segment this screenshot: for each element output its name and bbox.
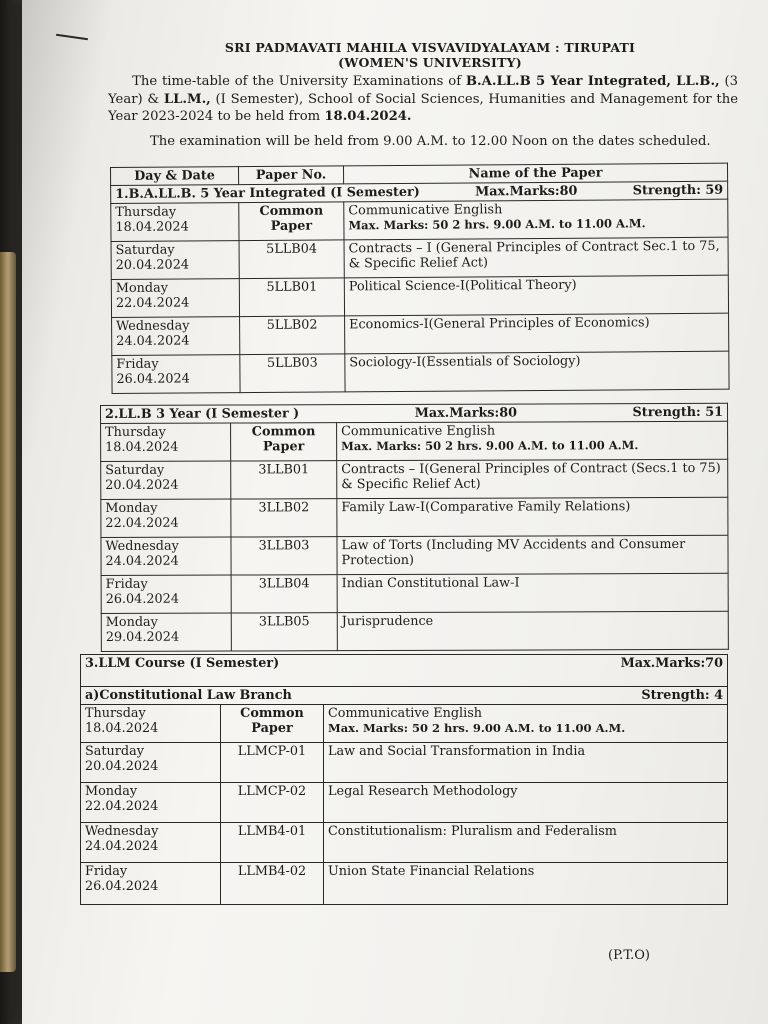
exam-date: 18.04.2024 <box>85 721 159 736</box>
exam-day: Monday <box>85 784 138 799</box>
paper-name: Sociology-I(Essentials of Sociology) <box>345 351 729 392</box>
exam-day: Saturday <box>105 462 165 478</box>
exam-date: 20.04.2024 <box>105 477 179 493</box>
exam-day: Monday <box>105 500 158 516</box>
exam-date: 20.04.2024 <box>115 257 190 273</box>
paper-name: Law of Torts (Including MV Accidents and Consumer Protection) <box>337 535 728 574</box>
section-strength: Strength: 51 <box>632 404 724 421</box>
intro-start-date: 18.04.2024. <box>324 109 412 124</box>
common-paper-note: Max. Marks: 50 2 hrs. 9.00 A.M. to 11.00 A.M. <box>341 438 639 454</box>
branch-heading-row <box>81 687 728 705</box>
section-max-marks: Max.Marks:80 <box>414 405 518 421</box>
table-row <box>112 351 729 393</box>
paper-name: Union State Financial Relations <box>324 863 728 905</box>
section-strength: Strength: 4 <box>641 688 723 703</box>
exam-date: 26.04.2024 <box>85 879 159 894</box>
exam-date: 29.04.2024 <box>105 629 180 645</box>
paper-number: 5LLB02 <box>240 316 345 355</box>
section-heading-row <box>101 403 728 423</box>
exam-day: Saturday <box>115 242 175 258</box>
intro-text-1: The time-table of the University Examinations of <box>132 74 466 89</box>
exam-date: 20.04.2024 <box>85 759 159 774</box>
intro-text-3: (I Semester), School of Social Sciences, Humanities and Management for the Year 2023-2024 to be held from <box>108 91 739 124</box>
exam-day: Friday <box>105 576 148 592</box>
table-row <box>111 275 728 317</box>
timetable-section-1 <box>110 163 730 394</box>
col-header-paper-no: Paper No. <box>239 166 344 185</box>
intro-paragraph <box>108 73 738 126</box>
paper-name: Family Law-I(Comparative Family Relations) <box>337 497 728 536</box>
page-turn-note: (P.T.O) <box>608 948 650 963</box>
paper-name: Legal Research Methodology <box>324 783 728 823</box>
paper-number: LLMB4-01 <box>221 823 324 863</box>
section-title: 2.LL.B 3 Year (I Semester ) <box>105 406 300 422</box>
table-row <box>101 421 728 461</box>
exam-day: Wednesday <box>116 318 190 334</box>
timetable-section-2 <box>100 403 729 652</box>
exam-date: 22.04.2024 <box>85 799 159 814</box>
exam-day: Thursday <box>115 204 177 220</box>
exam-date: 18.04.2024 <box>115 219 189 235</box>
paper-name: Communicative English <box>328 706 483 721</box>
paper-number: 5LLB01 <box>239 278 344 317</box>
university-subtitle: (WOMEN'S UNIVERSITY) <box>338 55 522 70</box>
paper-name: Law and Social Transformation in India <box>324 743 728 783</box>
table-row <box>101 459 728 499</box>
paper-name: Indian Constitutional Law-I <box>337 573 728 612</box>
table-row <box>101 611 728 651</box>
common-paper-note: Max. Marks: 50 2 hrs. 9.00 A.M. to 11.00 A.M. <box>328 721 626 735</box>
common-paper-label: Common Paper <box>221 705 324 743</box>
table-row <box>81 705 728 743</box>
table-row <box>101 535 728 575</box>
paper-number: 3LLB01 <box>231 461 337 499</box>
paper-number: 3LLB03 <box>231 537 337 575</box>
paper-number: 3LLB04 <box>231 575 337 613</box>
exam-date: 24.04.2024 <box>105 553 179 569</box>
exam-date: 22.04.2024 <box>115 295 190 311</box>
exam-date: 18.04.2024 <box>105 439 179 455</box>
exam-day: Thursday <box>85 706 146 721</box>
paper-name: Jurisprudence <box>337 611 728 650</box>
paper-name: Communicative English <box>341 423 496 440</box>
paper-number: 3LLB05 <box>231 613 337 651</box>
table-row <box>101 497 728 537</box>
exam-day: Wednesday <box>105 538 179 554</box>
table-row <box>101 573 728 613</box>
table-row <box>112 313 729 355</box>
exam-date: 26.04.2024 <box>116 371 190 387</box>
university-title: SRI PADMAVATI MAHILA VISVAVIDYALAYAM : TIRUPATI <box>224 40 636 55</box>
exam-date: 26.04.2024 <box>105 591 179 607</box>
exam-day: Monday <box>115 280 169 296</box>
table-row <box>81 743 728 783</box>
branch-title: a)Constitutional Law Branch <box>85 688 292 703</box>
exam-day: Wednesday <box>85 824 159 839</box>
paper-name: Economics-I(General Principles of Economics) <box>345 313 729 354</box>
timetable-section-3 <box>80 654 728 905</box>
table-row <box>81 823 728 863</box>
exam-date: 22.04.2024 <box>105 515 179 531</box>
section-strength: Strength: 59 <box>632 182 724 199</box>
intro-text-2: (3 Year) & <box>108 74 738 107</box>
paper-name: Communicative English <box>348 202 503 219</box>
exam-day: Monday <box>105 614 158 630</box>
col-header-name: Name of the Paper <box>343 163 727 184</box>
paper-number: 5LLB04 <box>239 240 344 279</box>
exam-day: Friday <box>85 864 128 879</box>
paper-number: 5LLB03 <box>240 354 345 393</box>
exam-date: 24.04.2024 <box>85 839 159 854</box>
col-header-day-date: Day & Date <box>111 167 239 186</box>
common-paper-label: Common Paper <box>239 202 344 241</box>
common-paper-label: Common Paper <box>231 423 337 461</box>
pen-mark <box>56 34 88 40</box>
table-row <box>81 783 728 823</box>
section-title: 3.LLM Course (I Semester) <box>85 656 280 671</box>
exam-day: Thursday <box>105 424 166 440</box>
paper-name: Contracts – I (General Principles of Contract Sec.1 to 75, & Specific Relief Act) <box>344 237 728 278</box>
table-row <box>81 863 728 905</box>
paper-number: LLMB4-02 <box>221 863 324 905</box>
paper-number: LLMCP-02 <box>221 783 324 823</box>
exam-date: 24.04.2024 <box>116 333 190 349</box>
exam-day: Saturday <box>85 744 144 759</box>
timing-note: The examination will be held from 9.00 A.M. to 12.00 Noon on the dates scheduled. <box>150 134 711 149</box>
paper-name: Political Science-I(Political Theory) <box>344 275 728 316</box>
table-row <box>111 199 728 241</box>
section-heading-row <box>81 655 728 687</box>
intro-course-1: B.A.LL.B 5 Year Integrated, LL.B., <box>465 74 720 89</box>
section-max-marks: Max.Marks:70 <box>620 656 723 671</box>
exam-day: Friday <box>116 356 159 372</box>
paper-number: LLMCP-01 <box>221 743 324 783</box>
section-title: 1.B.A.LL.B. 5 Year Integrated (I Semester) <box>115 184 420 202</box>
table-row <box>111 237 728 279</box>
paper-name: Constitutionalism: Pluralism and Federalism <box>324 823 728 863</box>
common-paper-note: Max. Marks: 50 2 hrs. 9.00 A.M. to 11.00 A.M. <box>348 216 646 233</box>
binder-edge <box>0 252 16 972</box>
paper-name: Contracts – I(General Principles of Contract (Secs.1 to 75) & Specific Relief Act) <box>337 459 728 498</box>
intro-course-2: LL.M., <box>163 91 211 107</box>
paper-number: 3LLB02 <box>231 499 337 537</box>
section-max-marks: Max.Marks:80 <box>475 183 578 200</box>
